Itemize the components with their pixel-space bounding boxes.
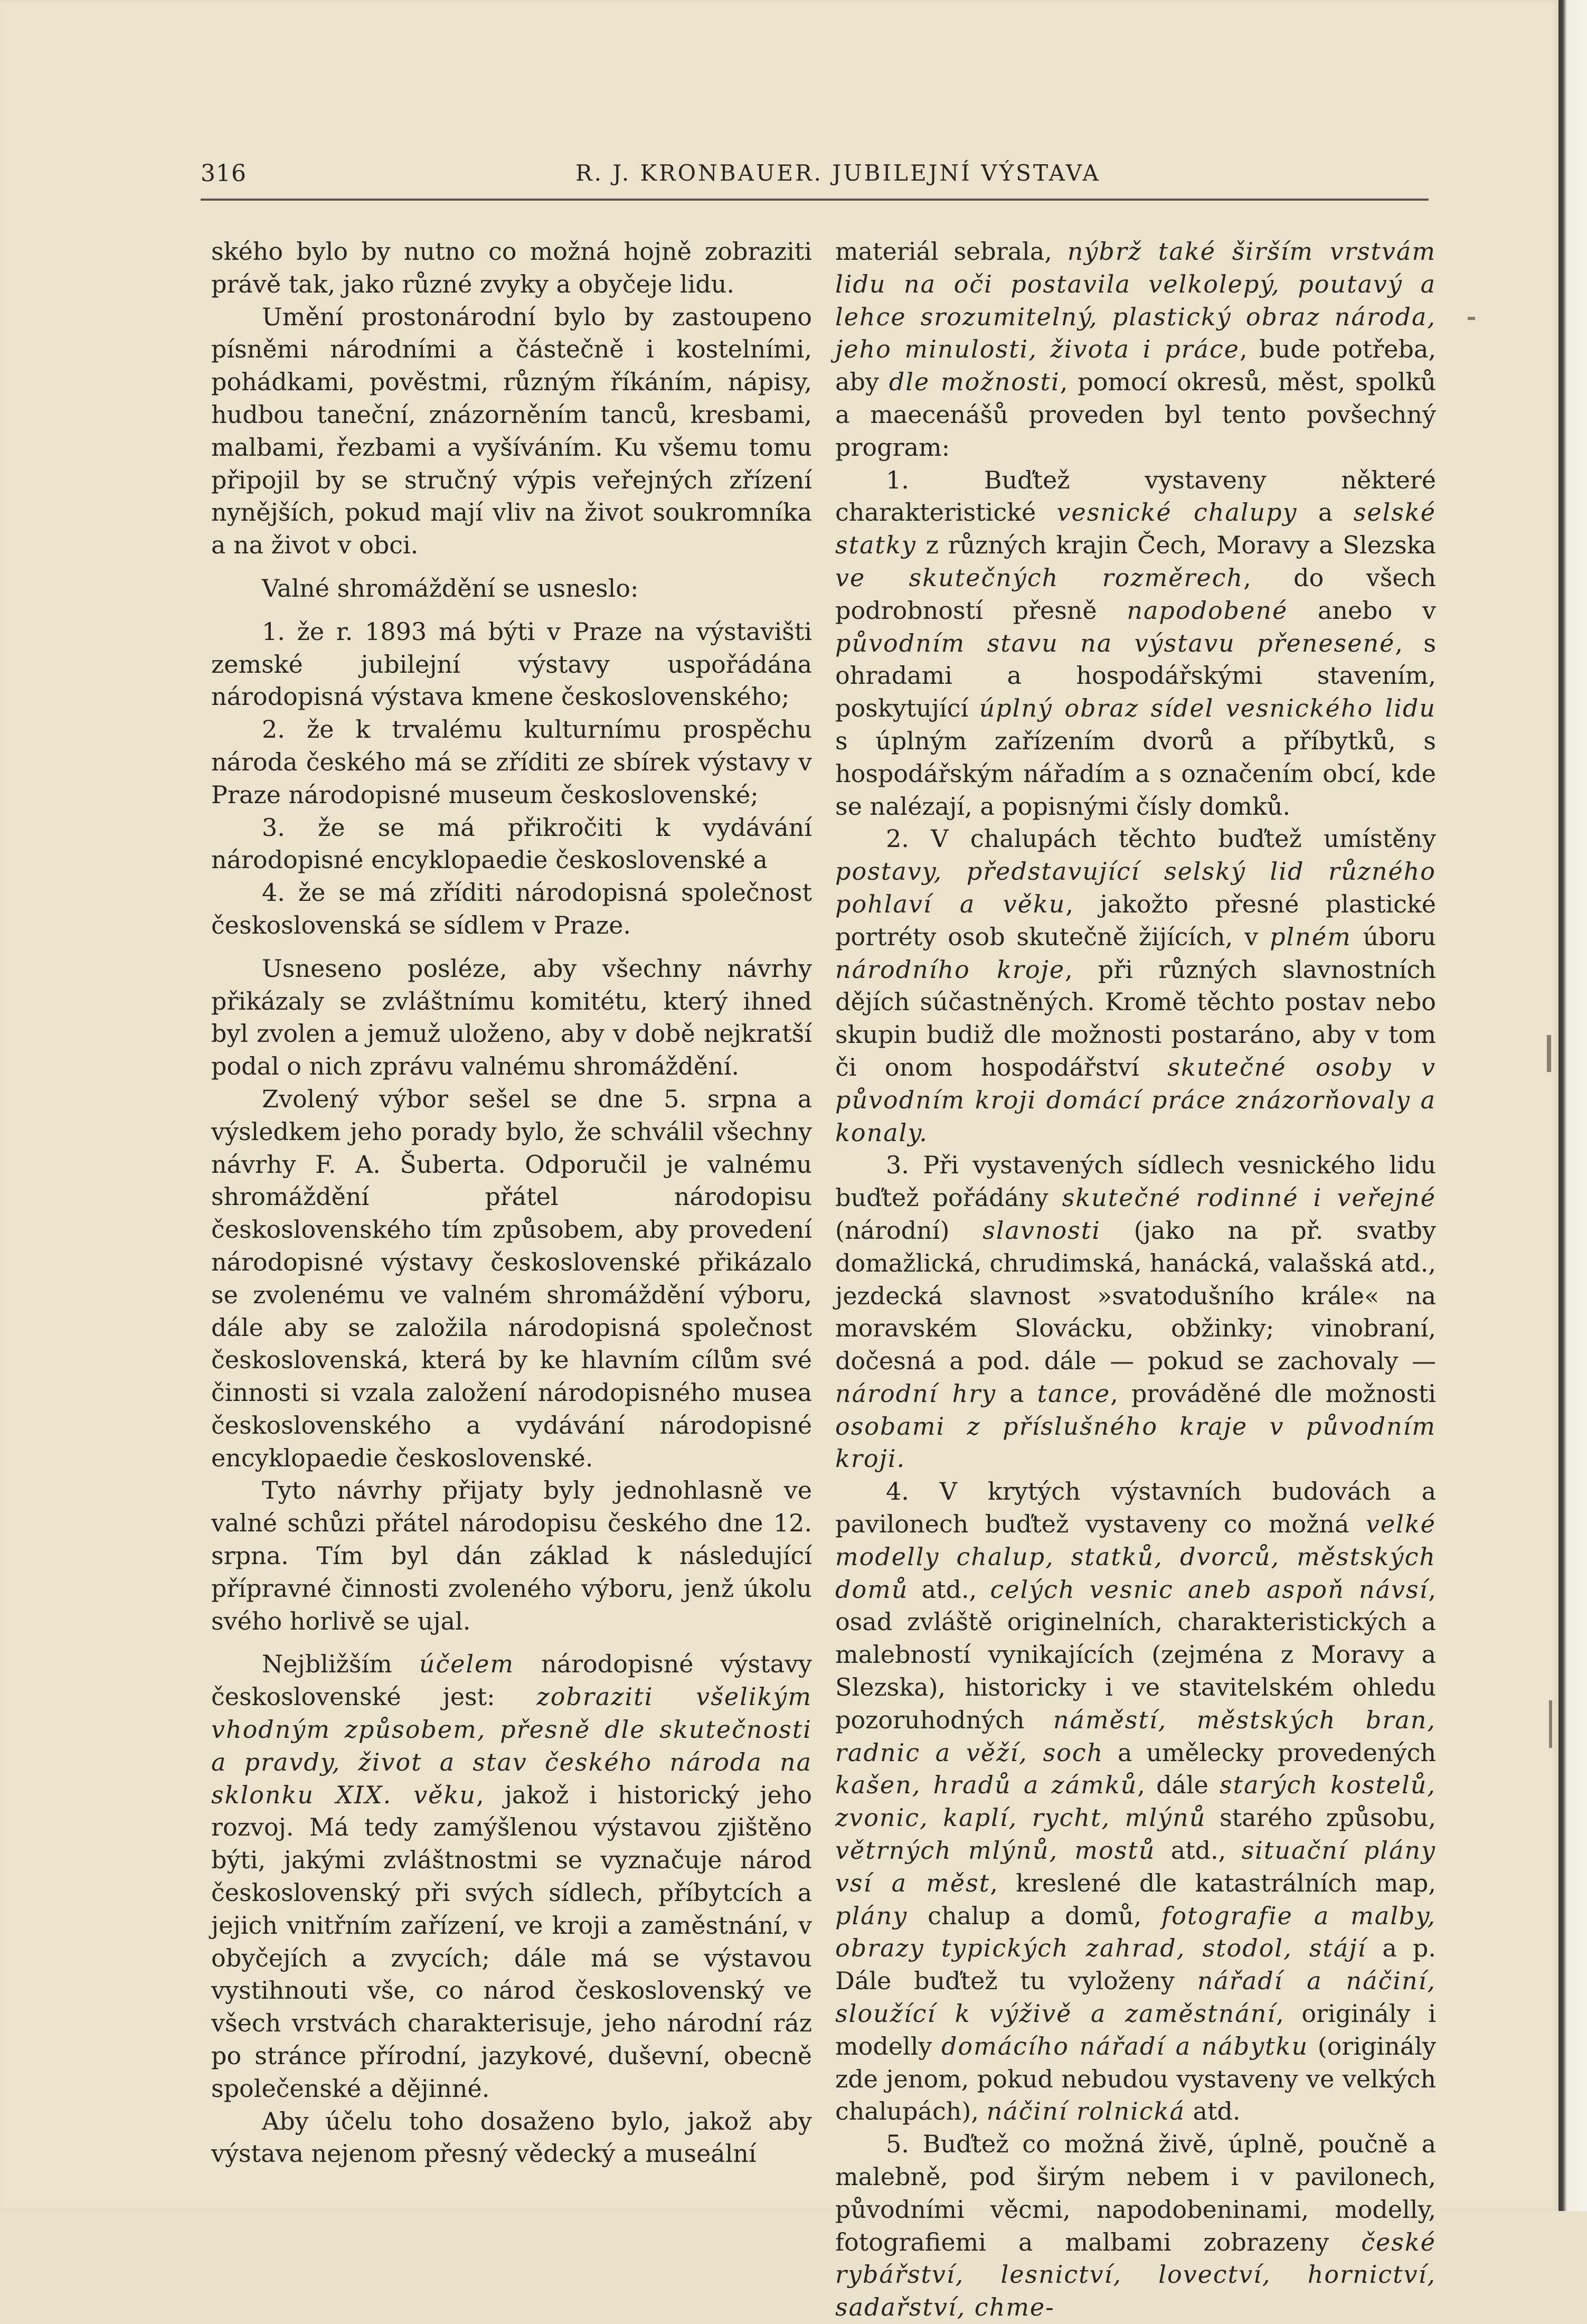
emphasis: nářadí a náčiní, sloužící k výživě a zaměstnání — [835, 1967, 1436, 2028]
emphasis: velké modelly chalup, statků, dvorců, městských domů — [835, 1510, 1436, 1604]
emphasis: selské statky — [835, 498, 1436, 560]
page-header — [201, 160, 1429, 192]
emphasis: skutečné rodinné i veřejné — [1062, 1183, 1436, 1212]
emphasis: nýbrž také širším vrstvám lidu na oči postavila velkolepý, poutavý a lehce srozumitelný, plastický obraz národa, jeho minulosti, života i práce — [835, 237, 1436, 364]
header-rule — [201, 199, 1429, 201]
paragraph: Valné shromáždění se usneslo: — [262, 573, 639, 603]
emphasis: ve skutečných rozměrech — [835, 563, 1244, 592]
emphasis: větrných mlýnů, mostů — [835, 1836, 1156, 1865]
page-edge — [1558, 0, 1587, 2211]
list-item: 2. že k trvalému kulturnímu prospěchu národa českého má se zříditi ze sbírek výstavy v Praze národopisné museum československé; — [211, 715, 812, 809]
paragraph: ského bylo by nutno co možná hojně zobraziti právě tak, jako různé zvyky a obyčeje lidu. — [211, 237, 812, 298]
emphasis: plném — [1270, 922, 1352, 951]
margin-mark — [1468, 317, 1475, 320]
emphasis: národní hry — [835, 1379, 997, 1408]
emphasis: české rybářství, lesnictví, lovectví, hornictví, sadařství, chme- — [835, 2227, 1436, 2322]
paragraph: Nejbližším účelem národopisné výstavy československé jest: zobraziti všelikým vhodným způsobem, přesně dle skutečnosti a pravdy, život a stav českého národa na sklonku XIX. věku, jakož i historický jeho rozvoj. Má tedy zamýšlenou výstavou zjištěno býti, jakými zvláštnostmi se vyznačuje národ československý při svých sídlech, příbytcích a jejich vnitřním zařízení, ve kroji a zaměstnání, v obyčejích a zvycích; dále má se výstavou vystihnouti vše, co národ československý ve všech vrstvách charakterisuje, jeho národní ráz po stránce přírodní, jazykové, duševní, obecně společenské a dějinné. — [211, 1650, 813, 2103]
page-number: 316 — [201, 160, 247, 187]
emphasis: kašen, hradů a zámků — [835, 1771, 1138, 1800]
emphasis: náčiní rolnická — [986, 2097, 1185, 2126]
running-title: R. J. KRONBAUER. JUBILEJNÍ VÝSTAVA — [575, 160, 1101, 186]
emphasis: náměstí, městských bran, radnic a věží, soch — [835, 1705, 1437, 1767]
emphasis: skutečné osoby v původním kroji domácí práce znázorňovaly a konaly. — [835, 1052, 1436, 1147]
paragraph: Usneseno posléze, aby všechny návrhy přikázaly se zvláštnímu komitétu, který ihned byl zvolen a jemuž uloženo, aby v době nejkratší podal o nich zprávu valnému shromáždění. — [211, 954, 812, 1081]
emphasis: plány — [835, 1901, 908, 1930]
emphasis: dle možnosti — [889, 368, 1060, 397]
paragraph: Umění prostonárodní bylo by zastoupeno písněmi národními a částečně i kostelními, pohádkami, pověstmi, různým říkáním, nápisy, hudbou taneční, znázorněním tanců, kresbami, malbami, řezbami a vyšíváním. Ku všemu tomu připojil by se stručný výpis veřejných zřízení nynějších, pokud mají vliv na život soukromníka a na život v obci. — [211, 302, 812, 560]
emphasis: osobami z příslušného kraje v původním kroji. — [835, 1412, 1436, 1473]
emphasis: původním stavu na výstavu přenesené — [835, 628, 1395, 657]
left-column — [211, 236, 812, 2170]
right-column — [835, 236, 1436, 2324]
emphasis: celých vesnic aneb aspoň návsí — [990, 1575, 1429, 1604]
emphasis: starých kostelů, zvonic, kaplí, rycht, mlýnů — [835, 1771, 1436, 1832]
paragraph: materiál sebrala, nýbrž také širším vrstvám lidu na oči postavila velkolepý, poutavý a lehce srozumitelný, plastický obraz národa, jeho minulosti, života i práce, bude potřeba, aby dle možnosti, pomocí okresů, měst, spolků a maecenášů proveden byl tento povšechný program: — [835, 237, 1436, 462]
list-item: 4. V krytých výstavních budovách a pavilonech buďtež vystaveny co možná velké modelly chalup, statků, dvorců, městských domů atd., celých vesnic aneb aspoň návsí, osad zvláště originelních, charakteristických a malebností vynikajících (zejména z Moravy a Slezska), historicky i ve stavitelském ohledu pozoruhodných náměstí, městských bran, radnic a věží, soch a umělecky provedených kašen, hradů a zámků, dále starých kostelů, zvonic, kaplí, rycht, mlýnů starého způsobu, větrných mlýnů, mostů atd., situační plány vsí a měst, kreslené dle katastrálních map, plány chalup a domů, fotografie a malby, obrazy typických zahrad, stodol, stájí a p. Dále buďtež tu vyloženy nářadí a náčiní, sloužící k výživě a zaměstnání, originály i modelly domácího nářadí a nábytku (originály zde jenom, pokud nebudou vystaveny ve velkých chalupách), náčiní rolnická atd. — [835, 1477, 1437, 2126]
paragraph: Tyto návrhy přijaty byly jednohlasně ve valné schůzi přátel národopisu českého dne 12. srpna. Tím byl dán základ k následující přípravné činnosti zvoleného výboru, jenž úkolu svého horlivě se ujal. — [211, 1476, 812, 1635]
emphasis: fotografie a malby, obrazy typických zahrad, stodol, stájí — [835, 1901, 1436, 1963]
emphasis: postavy, představující selský lid různého pohlaví a věku — [835, 857, 1436, 918]
paragraph: Zvolený výbor sešel se dne 5. srpna a výsledkem jeho porady bylo, že schválil všechny návrhy F. A. Šuberta. Odporučil je valnému shromáždění přátel národopisu československého tím způsobem, aby provedení národopisné výstavy československé přikázalo se zvolenému ve valném shromáždění výboru, dále aby se založila národopisná společnost československá, která by ke hlavním cílům své činnosti si vzala založení národopisného musea československého a vydávání národopisné encyklopaedie československé. — [211, 1084, 812, 1472]
emphasis: tance — [1037, 1379, 1111, 1408]
margin-mark — [1549, 1700, 1552, 1748]
paragraph: Aby účelu toho dosaženo bylo, jakož aby výstava nejenom přesný vědecký a museální — [211, 2106, 812, 2168]
margin-mark — [1547, 1035, 1551, 1072]
emphasis: účelem — [419, 1650, 514, 1679]
emphasis: napodobené — [1127, 596, 1288, 625]
emphasis: národního kroje — [835, 955, 1065, 984]
list-item: 2. V chalupách těchto buďtež umístěny postavy, představující selský lid různého pohlaví a věku, jakožto přesné plastické portréty osob skutečně žijících, v plném úboru národního kroje, při různých slavnostních dějích súčastněných. Kromě těchto postav nebo skupin budiž dle možnosti postaráno, aby v tom či onom hospodářství skutečné osoby v původním kroji domácí práce znázorňovaly a konaly. — [835, 824, 1437, 1147]
list-item: 5. Buďtež co možná živě, úplně, poučně a malebně, pod širým nebem i v pavilonech, původními věcmi, napodobeninami, modelly, fotografiemi a malbami zobrazeny české rybářství, lesnictví, lovectví, hornictví, sadařství, chme- — [835, 2130, 1436, 2322]
emphasis: situační plány vsí a měst — [835, 1836, 1436, 1897]
list-item: 1. že r. 1893 má býti v Praze na výstavišti zemské jubilejní výstavy uspořádána národopisná výstava kmene československého; — [211, 617, 812, 711]
list-item: 3. že se má přikročiti k vydávání národopisné encyklopaedie československé a — [211, 813, 812, 874]
emphasis: zobraziti všelikým vhodným způsobem, přesně dle skutečnosti a pravdy, život a stav českého národa na sklonku XIX. věku — [211, 1682, 813, 1809]
emphasis: domácího nářadí a nábytku — [941, 2031, 1309, 2060]
list-item: 4. že se má zříditi národopisná společnost československá se sídlem v Praze. — [211, 878, 812, 939]
list-item: 1. Buďtež vystaveny některé charakteristické vesnické chalupy a selské statky z různých krajin Čech, Moravy a Slezska ve skutečných rozměrech, do všech podrobností přesně napodobené anebo v původním stavu na výstavu přenesené, s ohradami a hospodářskými stavením, poskytující úplný obraz sídel vesnického lidu s úplným zařízením dvorů a příbytků, s hospodářským nářadím a s označením obcí, kde se nalézají, a popisnými čísly domků. — [835, 465, 1436, 821]
emphasis: slavnosti — [983, 1216, 1101, 1245]
emphasis: vesnické chalupy — [1056, 498, 1298, 527]
emphasis: úplný obraz sídel vesnického lidu — [979, 694, 1436, 723]
list-item: 3. Při vystavených sídlech vesnického lidu buďtež pořádány skutečné rodinné i veřejné (národní) slavnosti (jako na př. svatby domažlická, chrudimská, hanácká, valašská atd., jezdecká slavnost »svatodušního krále« na moravském Slovácku, obžinky; vinobraní, dočesná a pod. dále — pokud se zachovaly — národní hry a tance, prováděné dle možnosti osobami z příslušného kraje v původním kroji. — [835, 1151, 1436, 1473]
